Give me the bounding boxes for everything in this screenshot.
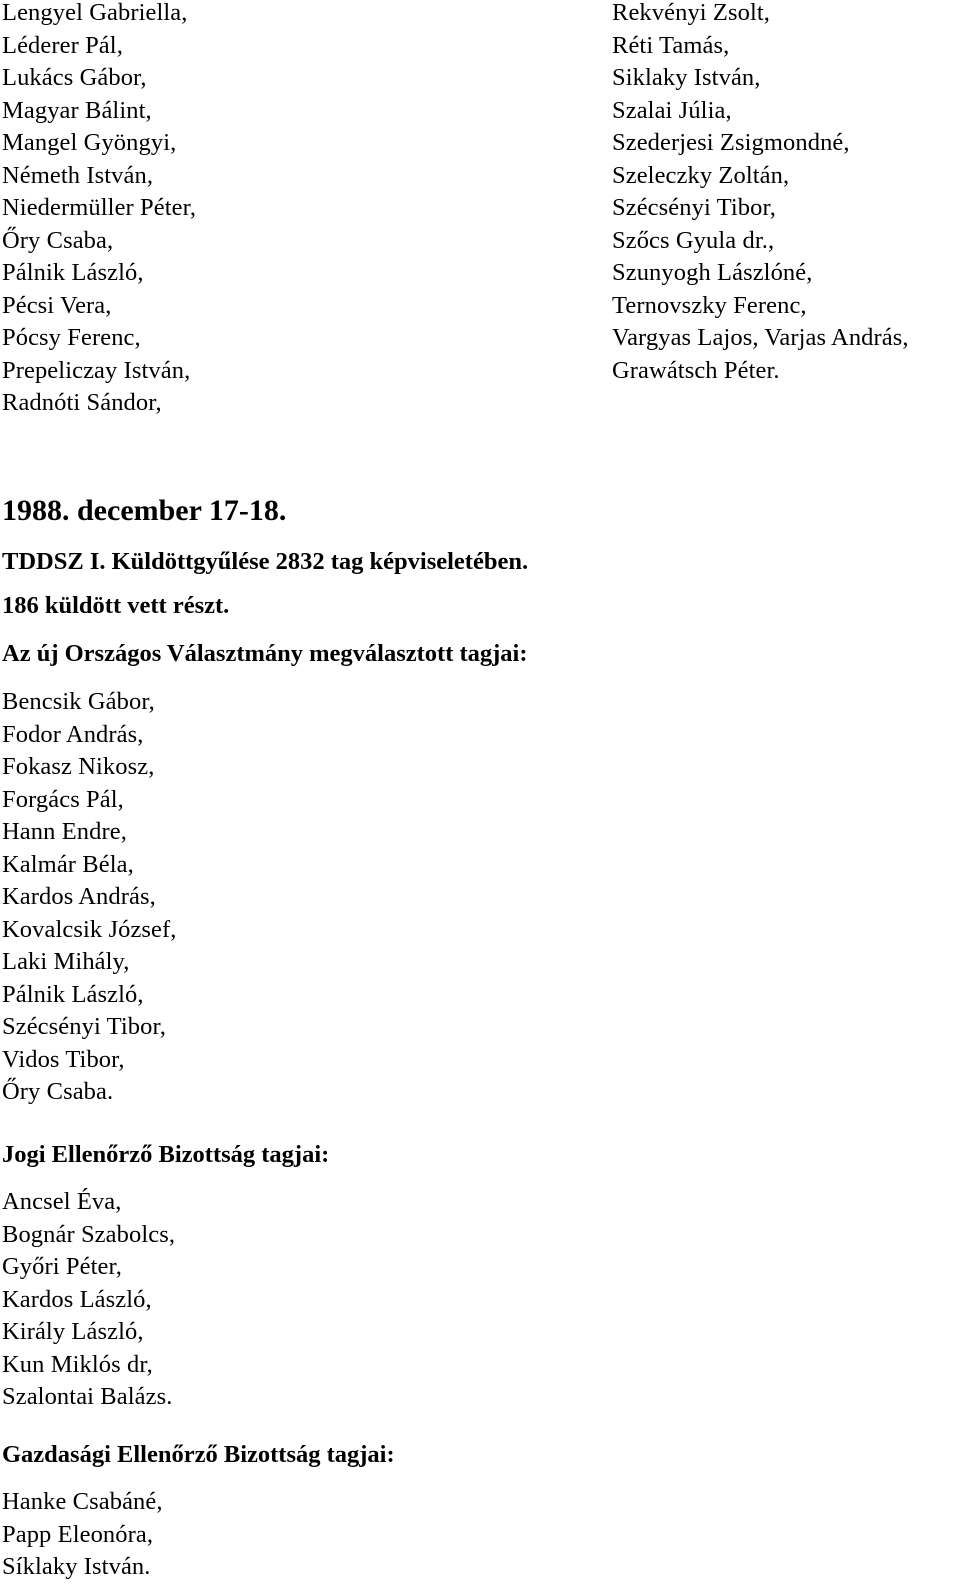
list-item: Király László,	[2, 1318, 144, 1345]
list-item: Kalmár Béla,	[2, 850, 134, 878]
right-name-column	[612, 0, 960, 387]
economic-committee-title: Gazdasági Ellenőrző Bizottság tagjai:	[2, 1441, 395, 1468]
list-item: Fodor András,	[2, 720, 144, 748]
list-item: Szalontai Balázs.	[2, 1383, 173, 1410]
list-item: Laki Mihály,	[2, 948, 130, 975]
name-line: Őry Csaba,	[2, 226, 114, 254]
list-item: Vidos Tibor,	[2, 1045, 125, 1073]
name-line: Szeleczky Zoltán,	[612, 161, 790, 189]
name-line: Szederjesi Zsigmondné,	[612, 129, 850, 156]
legal-committee-list	[2, 1186, 562, 1414]
name-line: Radnóti Sándor,	[2, 389, 162, 416]
list-item: Bognár Szabolcs,	[2, 1220, 176, 1248]
left-name-column	[2, 0, 562, 420]
list-item: Őry Csaba.	[2, 1078, 114, 1105]
name-line: Ternovszky Ferenc,	[612, 291, 807, 319]
list-item: Bencsik Gábor,	[2, 688, 155, 715]
name-line: Pálnik László,	[2, 259, 144, 286]
list-item: Kardos László,	[2, 1285, 152, 1313]
name-line: Vargyas Lajos, Varjas András,	[612, 324, 909, 351]
list-item: Fokasz Nikosz,	[2, 753, 155, 780]
name-line: Németh István,	[2, 161, 154, 189]
list-item: Kardos András,	[2, 883, 156, 910]
list-item: Pálnik László,	[2, 980, 144, 1008]
name-line: Lukács Gábor,	[2, 64, 147, 91]
name-line: Grawátsch Péter.	[612, 356, 780, 384]
name-line: Léderer Pál,	[2, 31, 123, 59]
list-item: Győri Péter,	[2, 1253, 122, 1280]
list-item: Ancsel Éva,	[2, 1188, 122, 1215]
delegates-heading: 186 küldött vett részt.	[2, 592, 230, 619]
list-item: Papp Eleonóra,	[2, 1520, 154, 1548]
name-line: Niedermüller Péter,	[2, 194, 197, 221]
name-line: Magyar Bálint,	[2, 96, 152, 124]
name-line: Szécsényi Tibor,	[612, 194, 776, 221]
name-line: Pócsy Ferenc,	[2, 324, 141, 351]
list-item: Kovalcsik József,	[2, 915, 177, 943]
name-line: Mangel Gyöngyi,	[2, 129, 177, 156]
list-item: Hann Endre,	[2, 818, 127, 845]
name-line: Lengyel Gabriella,	[2, 0, 188, 26]
board-member-list	[2, 686, 562, 1109]
legal-committee-title: Jogi Ellenőrző Bizottság tagjai:	[2, 1141, 330, 1168]
name-line: Pécsi Vera,	[2, 291, 112, 319]
list-item: Forgács Pál,	[2, 785, 124, 813]
list-item: Hanke Csabáné,	[2, 1488, 163, 1515]
name-line: Réti Tamás,	[612, 31, 730, 59]
name-line: Szunyogh Lászlóné,	[612, 259, 813, 286]
name-line: Prepeliczay István,	[2, 356, 191, 384]
list-item: Kun Miklós dr,	[2, 1350, 153, 1378]
assembly-heading: TDDSZ I. Küldöttgyűlése 2832 tag képviseletében.	[2, 548, 529, 575]
economic-committee-list	[2, 1486, 562, 1584]
name-line: Szalai Júlia,	[612, 96, 732, 124]
board-section-title: Az új Országos Választmány megválasztott tagjai:	[2, 640, 528, 667]
event-date-heading: 1988. december 17-18.	[2, 494, 287, 527]
name-line: Rekvényi Zsolt,	[612, 0, 771, 26]
list-item: Szécsényi Tibor,	[2, 1013, 166, 1040]
name-line: Szőcs Gyula dr.,	[612, 226, 775, 254]
list-item: Síklaky István.	[2, 1553, 151, 1580]
name-line: Siklaky István,	[612, 64, 761, 91]
